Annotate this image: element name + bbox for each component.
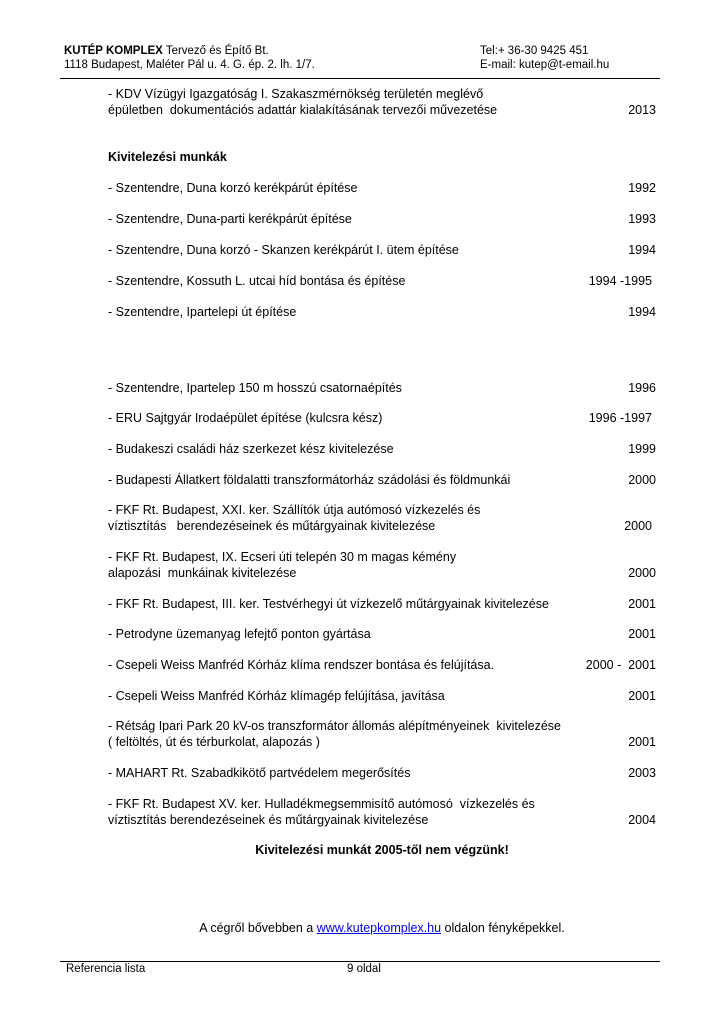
reference-item-year: 2001	[628, 735, 656, 749]
reference-item-text: - Budakeszi családi ház szerkezet kész kivitelezése	[108, 442, 394, 456]
reference-item	[108, 549, 656, 581]
reference-item-text: - Szentendre, Duna-parti kerékpárút építése	[108, 212, 352, 226]
reference-item-text: - Csepeli Weiss Manfréd Kórház klímagép felújítása, javítása	[108, 689, 445, 703]
reference-item-year: 2000	[624, 519, 652, 533]
reference-item-year: 2004	[628, 813, 656, 827]
reference-item-year: 1994 -1995	[588, 274, 652, 288]
company-name-bold: KUTÉP KOMPLEX	[64, 45, 163, 57]
company-phone: Tel:+ 36-30 9425 451	[480, 45, 589, 57]
reference-item	[108, 657, 656, 673]
reference-item-year: 1996 -1997	[588, 411, 652, 425]
reference-item-year: 1996	[628, 381, 656, 395]
reference-item-year: 2003	[628, 766, 656, 780]
reference-item-year: 2000	[628, 473, 656, 487]
reference-item-year: 2001	[628, 627, 656, 641]
reference-item-text: - FKF Rt. Budapest, III. ker. Testvérhegyi út vízkezelő műtárgyainak kivitelezése	[108, 597, 549, 611]
reference-item-text: - Rétság Ipari Park 20 kV-os transzformátor állomás alépítményeinek kivitelezése ( feltöltés, út és térburkolat, alapozás )	[108, 719, 561, 749]
reference-item	[108, 596, 656, 612]
reference-item	[108, 410, 656, 426]
reference-item-text: - MAHART Rt. Szabadkikötő partvédelem megerősítés	[108, 766, 411, 780]
reference-item	[108, 304, 656, 320]
reference-item-text: - FKF Rt. Budapest, XXI. ker. Szállítók útja autómosó vízkezelés és víztisztítás berendezéseinek és műtárgyainak kivitelezése	[108, 503, 481, 533]
reference-item-text: - Petrodyne üzemanyag lefejtő ponton gyártása	[108, 627, 371, 641]
reference-item	[108, 273, 656, 289]
footer-document-title: Referencia lista	[66, 963, 146, 975]
reference-item	[108, 796, 656, 828]
header-contact-block	[480, 44, 609, 72]
website-link[interactable]: www.kutepkomplex.hu	[316, 921, 442, 935]
reference-item-year: 1992	[628, 181, 656, 195]
reference-item-text: - FKF Rt. Budapest XV. ker. Hulladékmegsemmisítő autómosó vízkezelés és víztisztítás berendezéseinek és műtárgyainak kivitelezése	[108, 797, 535, 827]
reference-item-year: 2013	[628, 103, 656, 117]
reference-item-text: - Budapesti Állatkert földalatti transzformátorház szádolási és földmunkái	[108, 473, 511, 487]
reference-item	[108, 502, 656, 534]
reference-item-text: - KDV Vízügyi Igazgatóság I. Szakaszmérnökség területén meglévő épületben dokumentációs adattár kialakításának tervezői művezetése	[108, 87, 498, 117]
section-title: Kivitelezési munkák	[108, 150, 227, 164]
reference-item-design	[108, 86, 656, 118]
reference-item-year: 1999	[628, 442, 656, 456]
reference-item-text: - ERU Sajtgyár Irodaépület építése (kulcsra kész)	[108, 411, 383, 425]
more-info-suffix: oldalon fényképekkel.	[441, 921, 565, 935]
reference-item-year: 2000	[628, 566, 656, 580]
reference-item	[108, 211, 656, 227]
reference-item	[108, 472, 656, 488]
reference-item-year: 1994	[628, 243, 656, 257]
reference-item	[108, 180, 656, 196]
header-divider	[60, 78, 660, 79]
more-info-prefix: A cégről bővebben a	[199, 921, 317, 935]
reference-item-year: 2001	[628, 597, 656, 611]
reference-item	[108, 380, 656, 396]
header-company-block	[64, 44, 315, 72]
company-address: 1118 Budapest, Maléter Pál u. 4. G. ép. 2. lh. 1/7.	[64, 59, 315, 71]
reference-item-text: - Csepeli Weiss Manfréd Kórház klíma rendszer bontása és felújítása.	[108, 658, 495, 672]
footer-page-number: 9 oldal	[347, 963, 381, 975]
reference-item-text: - Szentendre, Duna korzó kerékpárút építése	[108, 181, 358, 195]
more-info-line	[0, 921, 720, 935]
reference-item-year: 1993	[628, 212, 656, 226]
reference-item	[108, 718, 656, 750]
company-name	[64, 44, 315, 58]
company-name-rest: Tervező és Építő Bt.	[162, 45, 269, 57]
reference-item	[108, 242, 656, 258]
reference-item-text: - FKF Rt. Budapest, IX. Ecseri úti telepén 30 m magas kémény alapozási munkáinak kivitelezése	[108, 550, 457, 580]
reference-item	[108, 688, 656, 704]
reference-item	[108, 626, 656, 642]
closing-notice: Kivitelezési munkát 2005-től nem végzünk!	[255, 843, 509, 857]
reference-item-text: - Szentendre, Kossuth L. utcai híd bontása és építése	[108, 274, 406, 288]
reference-item-text: - Szentendre, Ipartelepi út építése	[108, 305, 297, 319]
company-email: E-mail: kutep@t-email.hu	[480, 59, 610, 71]
reference-item-year: 2000 - 2001	[585, 658, 656, 672]
reference-item	[108, 441, 656, 457]
reference-item-year: 1994	[628, 305, 656, 319]
reference-item-text: - Szentendre, Ipartelep 150 m hosszú csatornaépítés	[108, 381, 402, 395]
reference-item-year: 2001	[628, 689, 656, 703]
reference-item	[108, 765, 656, 781]
footer-divider	[60, 961, 660, 962]
reference-item-text: - Szentendre, Duna korzó - Skanzen kerékpárút I. ütem építése	[108, 243, 459, 257]
